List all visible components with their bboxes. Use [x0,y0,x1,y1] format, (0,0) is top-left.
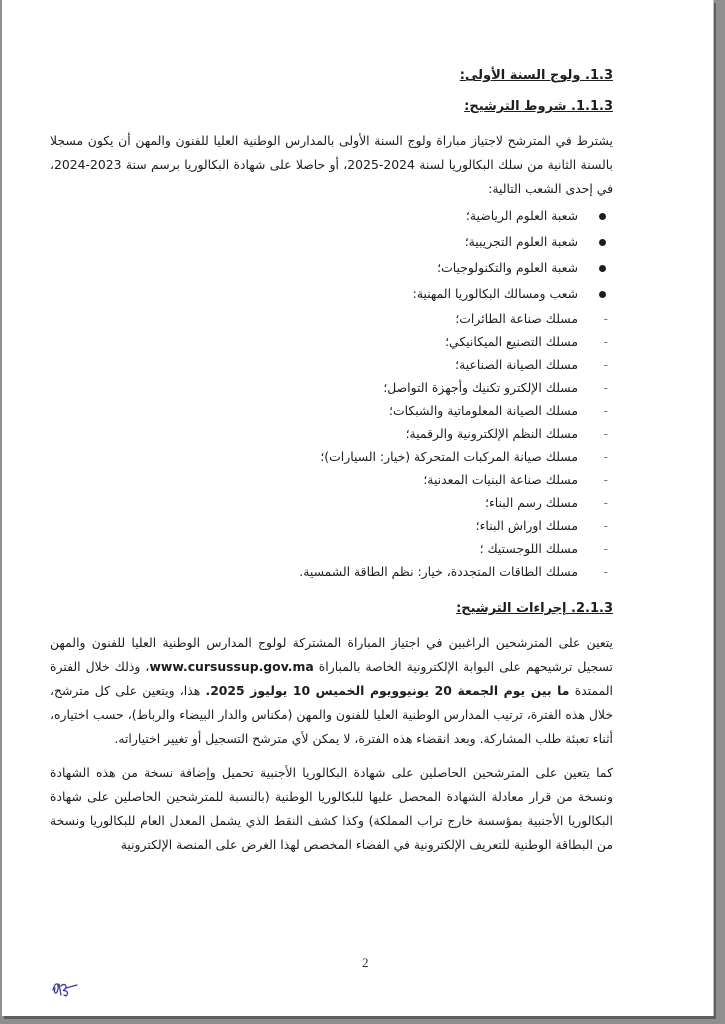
stream-label: شعبة العلوم التجريبية؛ [464,234,578,249]
list-item [50,445,613,468]
track-label: مسلك صناعة البنيات المعدنية؛ [423,472,578,487]
dash-icon: - [603,518,608,533]
list-item [50,468,613,491]
document-page [2,0,714,1016]
section-heading-2-1-3: 2.1.3. إجراءات الترشيح: [456,601,613,616]
dash-icon: - [603,403,608,418]
track-label: مسلك اللوجستيك ؛ [479,541,578,556]
dash-icon: - [603,380,608,395]
track-label: مسلك الصيانة المعلوماتية والشبكات؛ [389,403,578,418]
track-label: مسلك التصنيع الميكانيكي؛ [445,334,578,349]
list-item [50,307,613,330]
list-item [50,330,613,353]
dash-icon: - [603,334,608,349]
list-item [50,281,613,307]
dash-icon: - [603,495,608,510]
dash-icon: - [603,426,608,441]
track-label: مسلك رسم البناء؛ [485,495,578,510]
list-item [50,491,613,514]
track-label: مسلك النظم الإلكترونية والرقمية؛ [405,426,578,441]
section-heading-1-1-3: 1.1.3. شروط الترشيح: [464,99,613,114]
list-item [50,537,613,560]
signature [50,978,80,1000]
track-label: مسلك صناعة الطائرات؛ [455,311,578,326]
section-heading-1-3: 1.3. ولوج السنة الأولى: [459,68,613,83]
track-label: مسلك الإلكترو تكنيك وأجهزة التواصل؛ [383,380,578,395]
streams-list [50,203,613,307]
bullet-icon [599,265,606,272]
list-item [50,514,613,537]
professional-tracks-list [50,307,613,583]
procedure-text: هذا، ويتعين على كل مترشح، خلال هذه الفترة، ترتيب المدارس الوطنية العليا للفنون والمهن (مكناس والدار البيضاء والرباط)، حسب اختياره، أثناء تعبئة طلب المشاركة. وبعد انقضاء هذه الفترة، لا يمكن لأي مترشح التسجيل أو تغيير اختياراته. [50,683,613,746]
list-item [50,422,613,445]
bullet-icon [599,239,606,246]
foreign-bac-paragraph: كما يتعين على المترشحين الحاصلين على شهادة البكالوريا الأجنبية تحميل وإضافة نسخة من هذه الشهادة ونسخة من قرار معادلة الشهادة المحصل عليها للبكالوريا الوطنية (بالنسبة للمترشحين الحاصلين على شهادة البكالوريا الأجنبية بمؤسسة خارج تراب المملكة) وكذا كشف النقط الذي يشمل المعدل العام للبكالوريا ونسخة من البطاقة الوطنية للتعريف الإلكترونية في الفضاء المخصص لهذا الغرض على المنصة الإلكترونية [50,765,613,852]
registration-dates: ما بين يوم الجمعة 20 يونيوويوم الخميس 10 يوليوز 2025. [205,683,570,698]
portal-link[interactable]: www.cursussup.gov.ma [149,659,314,674]
dash-icon: - [603,357,608,372]
list-item [50,229,613,255]
document-content [50,64,613,857]
dash-icon: - [603,564,608,579]
stream-label: شعبة العلوم الرياضية؛ [465,208,578,223]
procedure-text: ، وذلك خلال الفترة الممتدة [50,659,613,698]
dash-icon: - [603,541,608,556]
track-label: مسلك اوراش البناء؛ [475,518,578,533]
dash-icon: - [603,449,608,464]
list-item [50,255,613,281]
eligibility-paragraph: يشترط في المترشح لاجتياز مباراة ولوج السنة الأولى بالمدارس الوطنية العليا للفنون والمهن أن يكون مسجلا بالسنة الثانية من سلك البكالوريا لسنة 2024-2025، أو حاصلا على شهادة البكالوريا برسم سنة 2023-2024، في إحدى الشعب التالية: [50,133,613,196]
list-item [50,399,613,422]
track-label: مسلك الصيانة الصناعية؛ [455,357,578,372]
dash-icon: - [603,472,608,487]
list-item [50,376,613,399]
track-label: مسلك الطاقات المتجددة، خيار: نظم الطاقة الشمسية. [299,564,578,579]
track-label: مسلك صيانة المركبات المتحركة (خيار: السيارات)؛ [320,449,578,464]
page-number: 2 [362,955,369,970]
stream-label: شعبة العلوم والتكنولوجيات؛ [437,260,578,275]
bullet-icon [599,213,606,220]
list-item [50,560,613,583]
procedure-text: يتعين على المترشحين الراغبين في اجتياز المباراة المشتركة لولوج المدارس الوطنية العليا للفنون والمهن تسجيل ترشيحهم على البوابة الإلكترونية الخاصة بالمباراة [50,635,613,674]
dash-icon: - [603,311,608,326]
list-item [50,203,613,229]
list-item [50,353,613,376]
bullet-icon [599,291,606,298]
stream-label: شعب ومسالك البكالوريا المهنية: [412,286,578,301]
application-procedure-paragraph [50,631,613,751]
